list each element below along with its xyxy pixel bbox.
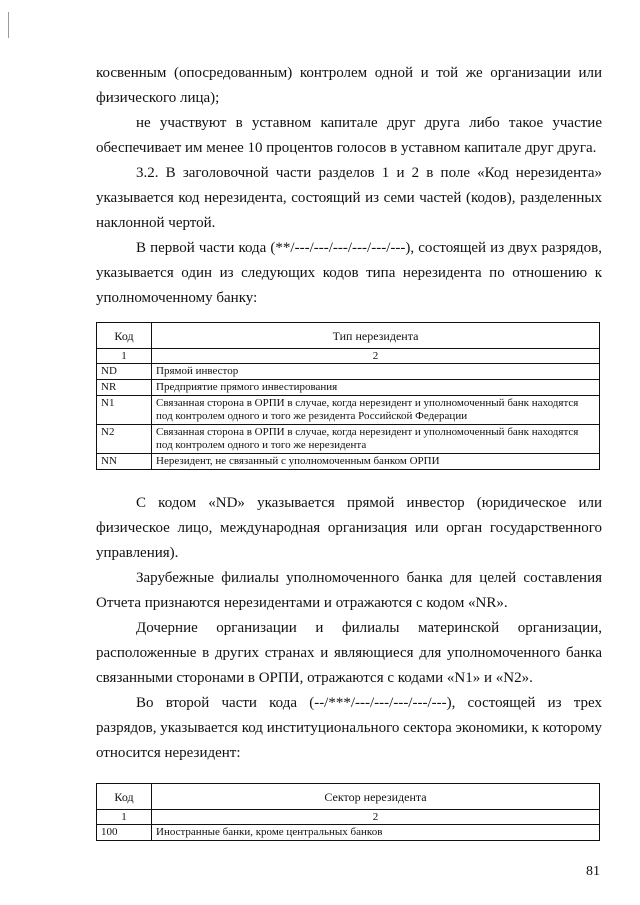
row-description: Прямой инвестор bbox=[152, 364, 600, 380]
row-description: Предприятие прямого инвестирования bbox=[152, 380, 600, 396]
table-row bbox=[97, 425, 600, 454]
paragraph-nd-code: С кодом «ND» указывается прямой инвестор (юридическое или физическое лицо, международная организация или орган государственного управления). bbox=[96, 495, 602, 561]
scan-edge-mark bbox=[8, 12, 9, 38]
header-code: Код bbox=[97, 784, 152, 810]
table-header-row bbox=[97, 784, 600, 810]
column-number: 1 bbox=[97, 810, 152, 825]
header-code: Код bbox=[97, 323, 152, 349]
paragraph-affiliation-control: косвенным (опосредованным) контролем одной и той же организации или физического лица); bbox=[96, 65, 602, 106]
table-numbering-row bbox=[97, 349, 600, 364]
text-block-intro bbox=[96, 61, 602, 311]
paragraph-capital-participation: не участвуют в уставном капитале друг друга либо такое участие обеспечивает им менее 10 процентов голосов в уставном капитале друг друга. bbox=[96, 115, 602, 156]
table-row bbox=[97, 825, 600, 841]
row-description: Связанная сторона в ОРПИ в случае, когда нерезидент и уполномоченный банк находятся под контролем одного и того же резидента Российской Федерации bbox=[152, 396, 600, 425]
row-code: 100 bbox=[97, 825, 152, 841]
paragraph-nr-code: Зарубежные филиалы уполномоченного банка для целей составления Отчета признаются нерезидентами и отражаются с кодом «NR». bbox=[96, 570, 602, 611]
table-row bbox=[97, 364, 600, 380]
paragraph-second-code-part: Во второй части кода (--/***/---/---/---/---/---), состоящей из трех разрядов, указывается код институционального сектора экономики, к которому относится нерезидент: bbox=[96, 695, 602, 761]
paragraph-n1-n2-codes: Дочерние организации и филиалы материнской организации, расположенные в других странах и являющиеся для уполномоченного банка связанными сторонами в ОРПИ, отражаются с кодами «N1» и «N2». bbox=[96, 620, 602, 686]
table-numbering-row bbox=[97, 810, 600, 825]
row-code: NR bbox=[97, 380, 152, 396]
text-block-codes bbox=[96, 491, 602, 766]
table-header-row bbox=[97, 323, 600, 349]
row-description: Нерезидент, не связанный с уполномоченным банком ОРПИ bbox=[152, 454, 600, 470]
row-code: N2 bbox=[97, 425, 152, 454]
nonresident-type-table bbox=[96, 322, 600, 470]
header-sector: Сектор нерезидента bbox=[152, 784, 600, 810]
table-row bbox=[97, 454, 600, 470]
row-code: ND bbox=[97, 364, 152, 380]
page-number: 81 bbox=[586, 864, 600, 879]
paragraph-first-code-part: В первой части кода (**/---/---/---/---/---/---), состоящей из двух разрядов, указывается один из следующих кодов типа нерезидента по отношению к уполномоченному банку: bbox=[96, 240, 602, 306]
table-row bbox=[97, 396, 600, 425]
nonresident-sector-table bbox=[96, 783, 600, 841]
paragraph-section-3-2: 3.2. В заголовочной части разделов 1 и 2 в поле «Код нерезидента» указывается код нерезидента, состоящий из семи частей (кодов), разделенных наклонной чертой. bbox=[96, 165, 602, 231]
row-description: Иностранные банки, кроме центральных банков bbox=[152, 825, 600, 841]
row-code: N1 bbox=[97, 396, 152, 425]
column-number: 1 bbox=[97, 349, 152, 364]
row-description: Связанная сторона в ОРПИ в случае, когда нерезидент и уполномоченный банк находятся под контролем одного и того же нерезидента bbox=[152, 425, 600, 454]
header-type: Тип нерезидента bbox=[152, 323, 600, 349]
column-number: 2 bbox=[152, 810, 600, 825]
row-code: NN bbox=[97, 454, 152, 470]
table-row bbox=[97, 380, 600, 396]
column-number: 2 bbox=[152, 349, 600, 364]
